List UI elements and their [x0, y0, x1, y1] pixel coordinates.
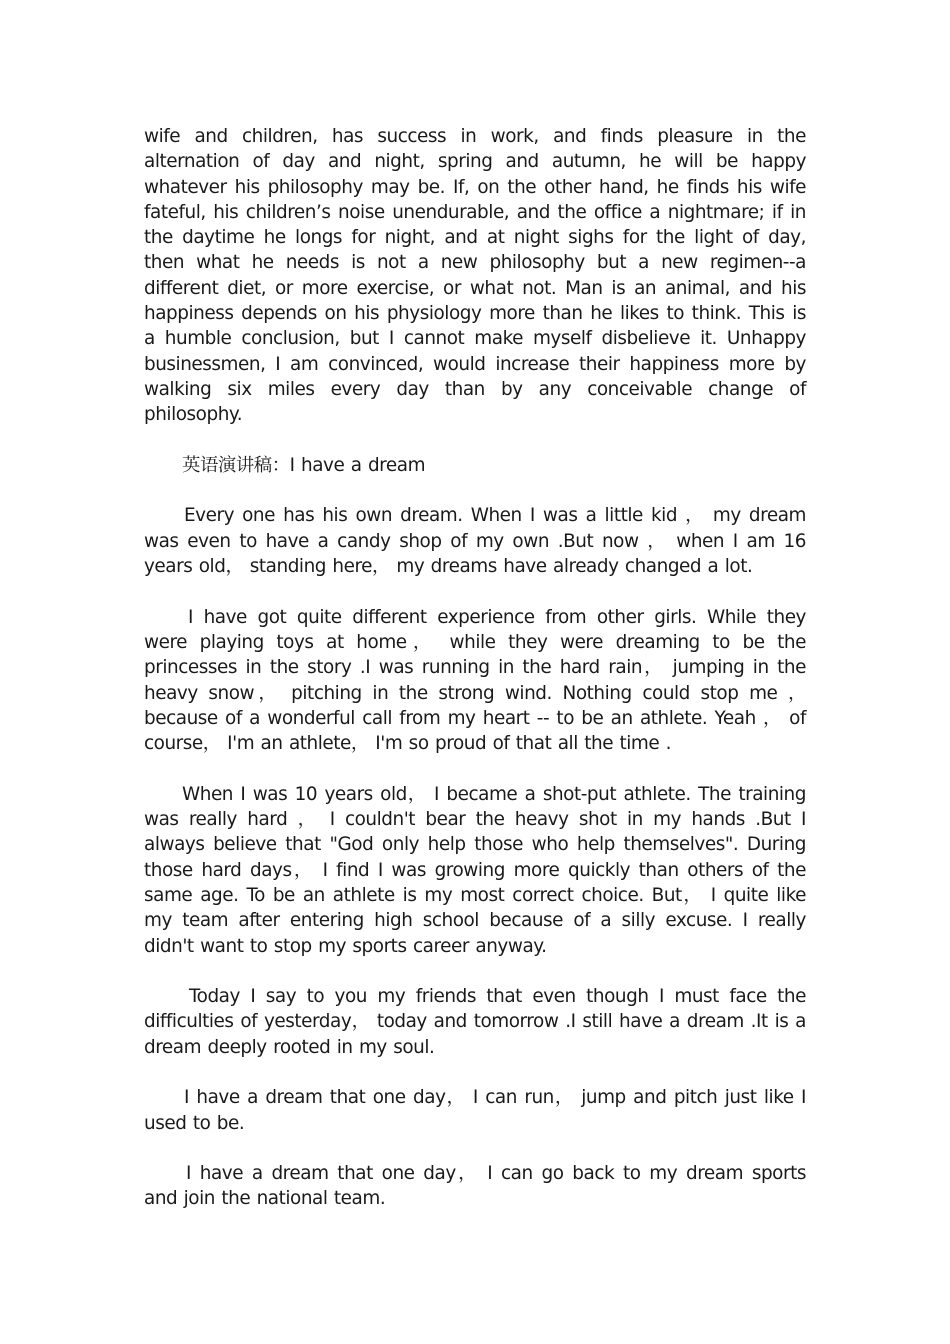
document-page	[144, 124, 806, 1237]
speech-title: 英语演讲稿：I have a dream	[182, 454, 426, 476]
paragraph-philosophy: wife and children, has success in work, and finds pleasure in the alternation of day and night, spring and autumn, he will be happy whatever his philosophy may be. If, on the other hand, he finds his wife fateful, his children’s noise unendurable, and the office a nightmare; if in the daytime he longs for night, and at night sighs for the light of day, then what he needs is not a new philosophy but a new regimen--a different diet, or more exercise, or what not. Man is an animal, and his happiness depends on his physiology more than he likes to think. This is a humble conclusion, but I cannot make myself disbelieve it. Unhappy businessmen, I am convinced, would increase their happiness more by walking six miles every day than by any conceivable change of philosophy.	[144, 126, 806, 426]
paragraph-run-jump: I have a dream that one day， I can run， jump and pitch just like I used to be.	[144, 1087, 806, 1134]
paragraph-experience: I have got quite different experience from other girls. While they were playing toys at home， while they were dreaming to be the princesses in the story .I was running in the hard rain， jumping in the heavy snow， pitching in the strong wind. Nothing could stop me ， because of a wonderful call from my heart -- to be an athlete. Yeah ， of course， I'm an athlete， I'm so proud of that all the time .	[144, 606, 806, 755]
paragraph-shot-put: When I was 10 years old， I became a shot-put athlete. The training was really hard ， I couldn't bear the heavy shot in my hands .But I always believe that "God only help those who help themselves". During those hard days， I find I was growing more quickly than others of the same age. To be an athlete is my most correct choice. But， I quite like my team after entering high school because of a silly excuse. I really didn't want to stop my sports career anyway.	[144, 783, 806, 957]
paragraph-own-dream: Every one has his own dream. When I was a little kid ， my dream was even to have a candy shop of my own .But now ， when I am 16 years old， standing here， my dreams have already changed a lot.	[144, 505, 806, 578]
paragraph-today: Today I say to you my friends that even though I must face the difficulties of yesterday， today and tomorrow .I still have a dream .It is a dream deeply rooted in my soul.	[144, 986, 806, 1058]
paragraph-national-team: I have a dream that one day， I can go back to my dream sports and join the national team.	[144, 1163, 806, 1210]
